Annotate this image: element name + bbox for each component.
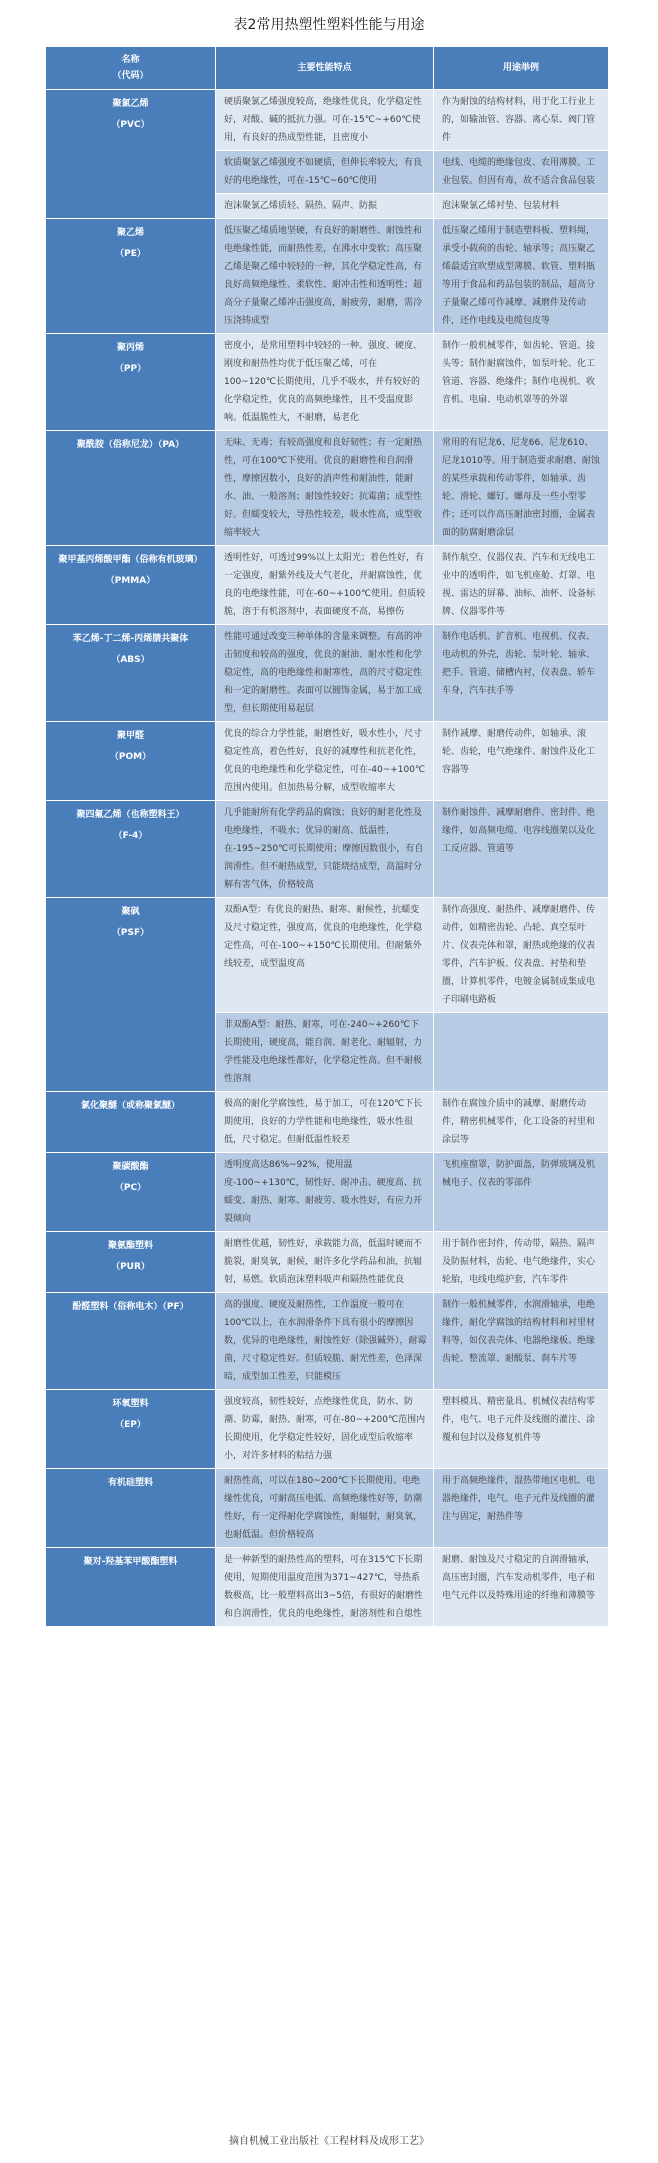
- material-code: （PSF）: [111, 928, 150, 938]
- material-name: 聚四氟乙烯（也称塑料王）: [76, 810, 185, 820]
- table-row: [46, 1389, 608, 1468]
- material-name-cell: [46, 546, 216, 624]
- table-subrow: [216, 90, 608, 151]
- table-row: [46, 800, 608, 897]
- uses-cell: 作为耐蚀的结构材料，用于化工行业上的，如输油管、容器、离心泵、阀门管件: [434, 90, 608, 150]
- features-cell: 低压聚乙烯质地坚硬，有良好的耐磨性、耐蚀性和电绝缘性能，而耐热性差，在沸水中变软；高压聚乙烯是聚乙烯中较轻的一种，其化学稳定性高，有良好高频绝缘性、柔软性、耐冲击性和透明性；超高分子量聚乙烯冲击强度高，耐疲劳，耐磨，需冷压浇铸成型: [216, 219, 434, 333]
- features-cell: 优良的综合力学性能，耐磨性好，吸水性小，尺寸稳定性高，着色性好，良好的减摩性和抗老化性，优良的电绝缘性和化学稳定性，可在-40~+100℃范围内使用。但加热易分解，成型收缩率大: [216, 722, 434, 800]
- features-cell: 高的强度、硬度及耐热性，工作温度一般可在100℃以上，在水润滑条件下具有很小的摩擦因数，优异的电绝缘性，耐蚀性好（除强碱外），耐霉菌，尺寸稳定性好。但质较脆、耐光性差，色泽深暗，成型加工性差，只能模压: [216, 1293, 434, 1389]
- table-subrow: [216, 1092, 608, 1152]
- material-code: （EP）: [115, 1420, 146, 1430]
- material-name-cell: [46, 1092, 216, 1152]
- material-name: 聚对-羟基苯甲酸酯塑料: [83, 1557, 178, 1567]
- features-cell: 性能可通过改变三种单体的含量来调整。有高的冲击韧度和较高的强度，优良的耐油、耐水性和化学稳定性，高的电绝缘性和耐寒性，高的尺寸稳定性和一定的耐磨性。表面可以镀饰金属，易于加工成型，但长期使用易起层: [216, 625, 434, 721]
- material-code: （ABS）: [111, 655, 150, 665]
- table-subrow: [216, 722, 608, 800]
- material-name-cell: [46, 1153, 216, 1231]
- features-cell: 泡沫聚氯乙烯质轻、隔热、隔声、防振: [216, 194, 434, 218]
- table-subrow: [216, 1232, 608, 1292]
- table-subrow: [216, 1469, 608, 1547]
- material-name-cell: [46, 898, 216, 1091]
- uses-cell: 用于高频绝缘件，湿热带地区电机、电器绝缘件，电气、电子元件及线圈的灌注与固定，耐热件等: [434, 1469, 608, 1547]
- material-code: （PUR）: [111, 1262, 150, 1272]
- table-row: [46, 1292, 608, 1389]
- uses-cell: 制作耐蚀件、减摩耐磨件、密封件、绝缘件，如高频电缆、电容线圈架以及化工反应器、管道等: [434, 801, 608, 897]
- uses-cell: 制作一般机械零件，水润滑轴承，电绝缘件，耐化学腐蚀的结构材料和衬里材料等，如仪表壳体、电器绝缘板、绝缘齿轮、整流罩、耐酸泵、刹车片等: [434, 1293, 608, 1389]
- features-cell: 是一种新型的耐热性高的塑料，可在315℃下长期使用，短期使用温度范围为371~427℃，导热系数极高，比一般塑料高出3~5倍，有很好的耐磨性和自润滑性，优良的电绝缘性，耐溶剂性和自熄性: [216, 1548, 434, 1626]
- material-name-cell: [46, 1548, 216, 1626]
- uses-cell: 低压聚乙烯用于制造塑料板、塑料绳，承受小载荷的齿轮、轴承等；高压聚乙烯最适宜吹塑成型薄膜、软管、塑料瓶等用于食品和药品包装的制品，超高分子量聚乙烯可作减摩、减磨件及传动件，还作电线及电缆包皮等: [434, 219, 608, 333]
- page-title: 表2常用热塑性塑料性能与用途: [233, 17, 425, 33]
- header-code: （代码）: [112, 71, 149, 81]
- uses-cell: 飞机座窗罩，防护面盔，防弹玻璃及机械电子、仪表的零部件: [434, 1153, 608, 1231]
- uses-cell: 制作减摩、耐磨传动件，如轴承、滚轮、齿轮，电气绝缘件、耐蚀件及化工容器等: [434, 722, 608, 800]
- features-cell: 强度较高，韧性较好，点绝缘性优良，防水、防潮、防霉，耐热、耐寒，可在-80~+200℃范围内长期使用，化学稳定性较好，固化成型后收缩率小，对许多材料的粘结力强: [216, 1390, 434, 1468]
- features-cell: 软质聚氯乙烯强度不如硬质，但伸长率较大，有良好的电绝缘性，可在-15℃~60℃使用: [216, 151, 434, 193]
- material-code: （PC）: [114, 1183, 147, 1193]
- features-cell: 双酚A型：有优良的耐热、耐寒、耐候性，抗蠕变及尺寸稳定性，强度高，优良的电绝缘性，化学稳定性高，可在-100~+150℃长期使用。但耐紫外线较差，成型温度高: [216, 898, 434, 1012]
- features-cell: 无味、无毒；有较高强度和良好韧性；有一定耐热性，可在100℃下使用。优良的耐磨性和自润滑性，摩擦因数小，良好的消声性和耐油性，能耐水、油、一般溶剂；耐蚀性较好；抗霉菌；成型性好。但蠕变较大，导热性较差，吸水性高，成型收缩率较大: [216, 431, 434, 545]
- table-subrow: [216, 1390, 608, 1468]
- header-name: 名称: [121, 55, 140, 65]
- uses-cell: 泡沫聚氯乙烯衬垫、包装材料: [434, 194, 608, 218]
- uses-cell: 制作航空、仪器仪表、汽车和无线电工业中的透明件，如飞机座舱、灯罩、电视、雷达的屏幕、油标、油杯、设备标牌、仪器零件等: [434, 546, 608, 624]
- table-row: [46, 89, 608, 218]
- table-subrow: [216, 219, 608, 333]
- table-row: [46, 430, 608, 545]
- header-features: 主要性能特点: [216, 47, 434, 89]
- material-name: 环氧塑料: [112, 1399, 149, 1409]
- material-name-cell: [46, 1232, 216, 1292]
- material-code: （PMMA）: [105, 576, 156, 586]
- table-row: [46, 897, 608, 1091]
- material-name-cell: [46, 801, 216, 897]
- material-name: 聚砜: [121, 907, 140, 917]
- uses-cell: 制作一般机械零件，如齿轮、管道、接头等；制作耐腐蚀件，如泵叶轮、化工管道、容器、绝缘件；制作电视机、收音机、电扇、电动机罩等的外罩: [434, 334, 608, 430]
- table-subrow: [216, 1548, 608, 1626]
- table-row: [46, 1231, 608, 1292]
- table-subrow: [216, 1293, 608, 1389]
- table-header: [46, 47, 608, 89]
- table-subrow: [216, 625, 608, 721]
- source-caption: 摘自机械工业出版社《工程材料及成形工艺》: [229, 2136, 429, 2147]
- material-name: 氯化聚醚（或称聚氯醚）: [80, 1101, 180, 1111]
- table-subrow: [216, 431, 608, 545]
- features-cell: 透明性好，可透过99%以上太阳光；着色性好，有一定强度，耐紫外线及大气老化，并耐腐蚀性，优良的电绝缘性能，可在-60~+100℃使用。但质较脆，溶于有机溶剂中，表面硬度不高，易擦伤: [216, 546, 434, 624]
- material-code: （PE）: [115, 249, 146, 259]
- properties-table: [46, 47, 608, 1626]
- material-name-cell: [46, 722, 216, 800]
- table-row: [46, 218, 608, 333]
- table-row: [46, 1091, 608, 1152]
- material-name-cell: [46, 1293, 216, 1389]
- material-name: 聚碳酸酯: [112, 1162, 149, 1172]
- uses-cell: 制作电话机、扩音机、电视机、仪表、电动机的外壳，齿轮、泵叶轮、轴承、把手、管道、储槽内衬，仪表盘、轿车车身，汽车扶手等: [434, 625, 608, 721]
- material-name-cell: [46, 90, 216, 218]
- material-name: 聚氨酯塑料: [107, 1241, 153, 1251]
- table-row: [46, 1468, 608, 1547]
- uses-cell: [434, 1013, 608, 1091]
- material-name-cell: [46, 625, 216, 721]
- material-name: 聚甲基丙烯酸甲酯（俗称有机玻璃）: [58, 555, 203, 565]
- uses-cell: 制作高强度、耐热件、减摩耐磨件、传动件，如精密齿轮、凸轮、真空泵叶片、仪表壳体和罩，耐热或绝缘的仪表零件，汽车护板、仪表盘、衬垫和垫圈，计算机零件，电镀金属制成集成电子印刷电路板: [434, 898, 608, 1012]
- features-cell: 硬质聚氯乙烯强度较高，绝缘性优良，化学稳定性好，对酸、碱的抵抗力强。可在-15℃~+60℃使用，有良好的热成型性能，且密度小: [216, 90, 434, 150]
- table-subrow: [216, 151, 608, 194]
- features-cell: 非双酚A型：耐热、耐寒，可在-240~+260℃下长期使用，硬度高，能自润、耐老化、耐辐射，力学性能及电绝缘性都好，化学稳定性高。但不耐极性溶剂: [216, 1013, 434, 1091]
- material-name: 聚甲醛: [116, 731, 144, 741]
- material-name: 聚丙烯: [116, 343, 144, 353]
- uses-cell: 耐磨、耐蚀及尺寸稳定的自润滑轴承，高压密封圈，汽车发动机零件，电子和电气元件以及特殊用途的纤维和薄膜等: [434, 1548, 608, 1626]
- features-cell: 耐磨性优越，韧性好，承载能力高，低温时硬而不脆裂，耐臭氧，耐候，耐许多化学药品和油，抗辐射，易燃。软质泡沫塑料吸声和隔热性能优良: [216, 1232, 434, 1292]
- material-name: 苯乙烯-丁二烯-丙烯腈共聚体: [72, 634, 189, 644]
- material-name: 有机硅塑料: [107, 1478, 153, 1488]
- uses-cell: 用于制作密封件，传动带，隔热、隔声及防振材料，齿轮、电气绝缘件，实心轮胎，电线电缆护套，汽车零件: [434, 1232, 608, 1292]
- table-subrow: [216, 801, 608, 897]
- material-name: 聚乙烯: [116, 228, 144, 238]
- table-row: [46, 624, 608, 721]
- table-subrow: [216, 546, 608, 624]
- features-cell: 耐热性高，可以在180~200℃下长期使用。电绝缘性优良，可耐高压电弧、高频绝缘性好等，防潮性好，有一定得耐化学腐蚀性，耐辐射，耐臭氧，也耐低温。但价格较高: [216, 1469, 434, 1547]
- header-name-cell: [46, 47, 216, 89]
- table-row: [46, 721, 608, 800]
- material-name-cell: [46, 334, 216, 430]
- uses-cell: 常用的有尼龙6、尼龙66、尼龙610、尼龙1010等。用于制造要求耐磨、耐蚀的某些承载和传动零件，如轴承、齿轮、滑轮、螺钉、螺母及一些小型零件；还可以作高压耐油密封圈，金属表面的防腐耐磨涂层: [434, 431, 608, 545]
- table-subrow: [216, 898, 608, 1013]
- material-name: 聚氯乙烯: [112, 99, 149, 109]
- table-subrow: [216, 1013, 608, 1091]
- table-row: [46, 545, 608, 624]
- table-subrow: [216, 194, 608, 218]
- table-subrow: [216, 334, 608, 430]
- table-subrow: [216, 1153, 608, 1231]
- material-name-cell: [46, 431, 216, 545]
- material-name-cell: [46, 1390, 216, 1468]
- material-name-cell: [46, 219, 216, 333]
- material-code: （F-4）: [113, 831, 148, 841]
- features-cell: 几乎能耐所有化学药品的腐蚀；良好的耐老化性及电绝缘性，不吸水；优异的耐高、低温性，在-195~250℃可长期使用；摩擦因数很小，有自润滑性。但不耐热成型，只能烧结成型，高温时分解有害气体，价格较高: [216, 801, 434, 897]
- table-row: [46, 333, 608, 430]
- uses-cell: 制作在腐蚀介质中的减摩、耐磨传动件，精密机械零件，化工设备的衬里和涂层等: [434, 1092, 608, 1152]
- features-cell: 极高的耐化学腐蚀性，易于加工，可在120℃下长期使用，良好的力学性能和电绝缘性，吸水性很低，尺寸稳定。但耐低温性较差: [216, 1092, 434, 1152]
- material-name: 酚醛塑料（俗称电木）（PF）: [72, 1302, 189, 1312]
- material-code: （PP）: [114, 364, 147, 374]
- header-uses: 用途举例: [434, 47, 608, 89]
- material-code: （PVC）: [111, 120, 150, 130]
- table-row: [46, 1152, 608, 1231]
- material-name: 聚酰胺（俗称尼龙）（PA）: [76, 440, 185, 450]
- material-name-cell: [46, 1469, 216, 1547]
- features-cell: 透明度高达86%~92%，使用温度-100~+130℃，韧性好、耐冲击、硬度高、抗蠕变、耐热、耐寒、耐疲劳、吸水性好，有应力开裂倾向: [216, 1153, 434, 1231]
- material-code: （POM）: [109, 752, 152, 762]
- features-cell: 密度小，是常用塑料中较轻的一种。强度、硬度、刚度和耐热性均优于低压聚乙烯，可在100~120℃长期使用，几乎不吸水，并有较好的化学稳定性，优良的高频绝缘性，且不受温度影响。低温脆性大，不耐磨，易老化: [216, 334, 434, 430]
- uses-cell: 电线、电缆的绝缘包皮、农用薄膜、工业包装。但因有毒，故不适合食品包装: [434, 151, 608, 193]
- table-row: [46, 1547, 608, 1626]
- uses-cell: 塑料模具、精密量具、机械仪表结构零件，电气、电子元件及线圈的灌注、涂覆和包封以及修复机件等: [434, 1390, 608, 1468]
